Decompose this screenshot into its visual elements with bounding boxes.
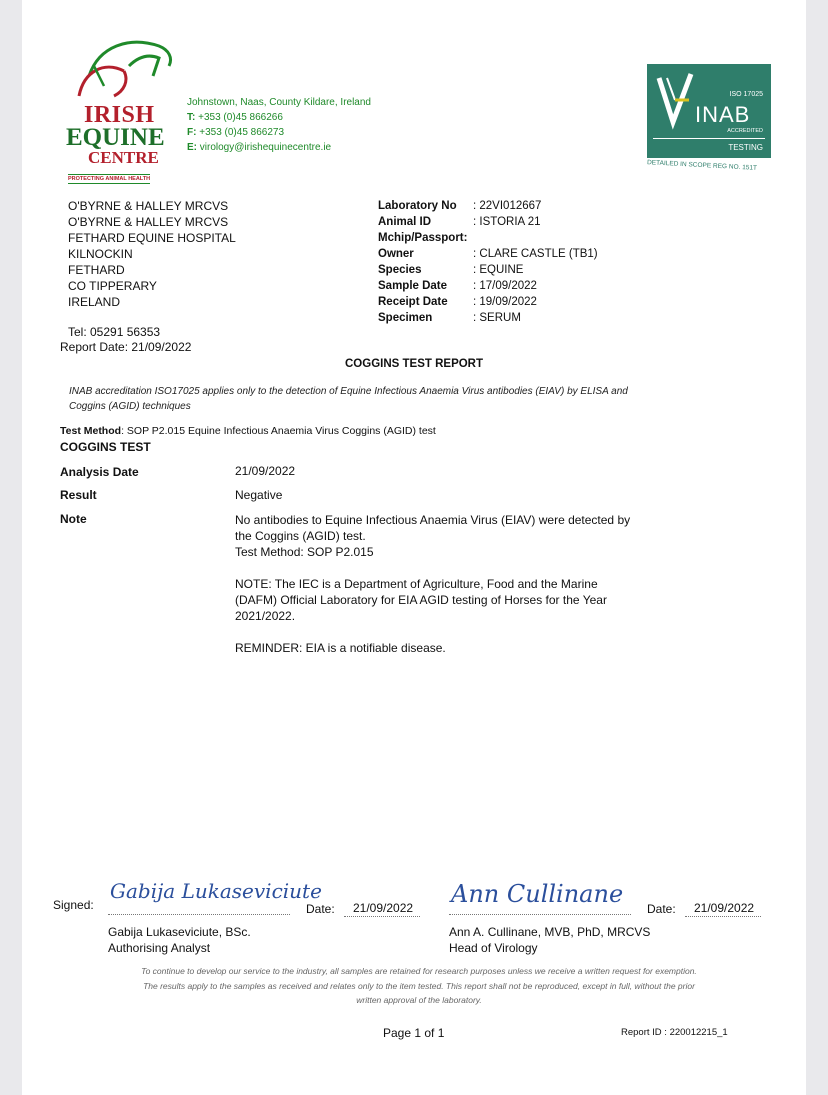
client-line: KILNOCKIN <box>68 247 133 261</box>
date-line-left <box>344 916 420 917</box>
date-label-right: Date: <box>647 902 676 916</box>
client-line: CO TIPPERARY <box>68 279 157 293</box>
test-method-label: Test Method <box>60 425 122 437</box>
page-number: Page 1 of 1 <box>383 1026 445 1040</box>
lab-info-row: Receipt Date : 19/09/2022 <box>378 296 537 308</box>
signature-line-right <box>449 914 631 915</box>
date-label-left: Date: <box>306 902 335 916</box>
fax-label: F: <box>187 127 197 138</box>
signature-left <box>108 872 322 912</box>
lab-info-row: Species : EQUINE <box>378 264 524 276</box>
lab-info-table <box>378 198 598 326</box>
lab-info-row: Mchip/Passport: <box>378 232 468 244</box>
footer-disclaimer: To continue to develop our service to the industry, all samples are retained for research purposes unless we receive a written request for exemption. The results apply to the samples as received and relates only to the item tested. This report shall not be reproduced, except in full, without the prior written approval of the laboratory. <box>141 966 697 1005</box>
date-line-right <box>685 916 761 917</box>
signer-right-name: Ann A. Cullinane, MVB, PhD, MRCVS <box>449 925 651 939</box>
client-line: FETHARD <box>68 263 125 277</box>
inab-name: INAB <box>695 102 751 127</box>
date-value-left: 21/09/2022 <box>353 901 414 915</box>
note-body: No antibodies to Equine Infectious Anaemia Virus (EIAV) were detected by the Coggins (AGID) test. Test Method: SOP P2.015 NOTE: The IEC is a Department of Agriculture, Food and the Marine (DAFM) Official Laboratory for EIA AGID testing of Horses for the Year 2021/2022. REMINDER: EIA is a notifiable disease. <box>235 513 631 655</box>
iec-email <box>187 140 331 155</box>
lab-info-row: Laboratory No : 22VI012667 <box>378 200 542 212</box>
svg-text:Ann Cullinane: Ann Cullinane <box>451 880 624 908</box>
analysis-date-value: 21/09/2022 <box>235 464 296 478</box>
lab-info-row: Animal ID : ISTORIA 21 <box>378 216 541 228</box>
client-line: IRELAND <box>68 295 121 309</box>
client-line: O'BYRNE & HALLEY MRCVS <box>68 215 229 229</box>
report-id: Report ID : 220012215_1 <box>621 1027 728 1038</box>
iec-logo <box>64 36 179 186</box>
section-title: COGGINS TEST <box>60 440 151 454</box>
inab-testing: TESTING <box>728 143 763 152</box>
test-method-value: : SOP P2.015 Equine Infectious Anaemia Virus Coggins (AGID) test <box>121 425 436 437</box>
lab-info-row: Owner : CLARE CASTLE (TB1) <box>378 248 598 260</box>
date-value-right: 21/09/2022 <box>694 901 755 915</box>
fax-value: +353 (0)45 866273 <box>199 127 285 138</box>
email-label: E: <box>187 142 197 153</box>
analysis-date-label: Analysis Date <box>60 465 139 479</box>
svg-text:Gabija Lukaseviciute: Gabija Lukaseviciute <box>110 879 322 903</box>
inab-divider <box>653 138 765 139</box>
client-line: O'BYRNE & HALLEY MRCVS <box>68 199 229 213</box>
lab-info-row: Sample Date : 17/09/2022 <box>378 280 537 292</box>
inab-accredited: ACCREDITED <box>727 128 763 134</box>
client-line: FETHARD EQUINE HOSPITAL <box>68 231 236 245</box>
logo-line-irish: IRISH <box>84 102 155 128</box>
tel-label: T: <box>187 112 196 123</box>
email-value: virology@irishequinecentre.ie <box>199 142 332 153</box>
client-tel: Tel: 05291 56353 <box>68 325 161 339</box>
iec-address: Johnstown, Naas, County Kildare, Ireland <box>187 97 371 108</box>
signer-left-role: Authorising Analyst <box>108 941 211 955</box>
signed-label: Signed: <box>53 898 94 912</box>
horse-logo-icon <box>69 36 179 106</box>
iec-telephone <box>187 110 283 125</box>
signer-left-name: Gabija Lukaseviciute, BSc. <box>108 925 251 939</box>
inab-note: INAB accreditation ISO17025 applies only to the detection of Equine Infectious Anaemia Virus antibodies (EIAV) by ELISA and Coggins (AGID) techniques <box>69 386 628 412</box>
note-label: Note <box>60 512 87 526</box>
inab-logo <box>647 64 773 174</box>
report-title: COGGINS TEST REPORT <box>345 358 484 370</box>
inab-iso: ISO 17025 <box>729 91 763 98</box>
signer-right-role: Head of Virology <box>449 941 538 955</box>
test-method <box>60 425 436 437</box>
logo-line-centre: CENTRE <box>88 148 159 167</box>
report-date: Report Date: 21/09/2022 <box>60 340 192 354</box>
tel-value: +353 (0)45 866266 <box>198 112 283 123</box>
logo-line-equine: EQUINE <box>66 124 165 151</box>
logo-tagline: PROTECTING ANIMAL HEALTH <box>68 176 151 182</box>
inab-badge <box>647 64 771 158</box>
result-value: Negative <box>235 488 283 502</box>
signature-right <box>449 870 624 915</box>
client-address <box>68 198 236 310</box>
lab-info-row: Specimen : SERUM <box>378 312 521 324</box>
inab-check-icon <box>655 70 695 130</box>
report-page <box>22 0 806 1095</box>
inab-scope: DETAILED IN SCOPE REG NO. 151T <box>646 159 758 172</box>
signature-line-left <box>108 914 290 915</box>
result-label: Result <box>60 488 97 502</box>
iec-fax <box>187 125 284 140</box>
